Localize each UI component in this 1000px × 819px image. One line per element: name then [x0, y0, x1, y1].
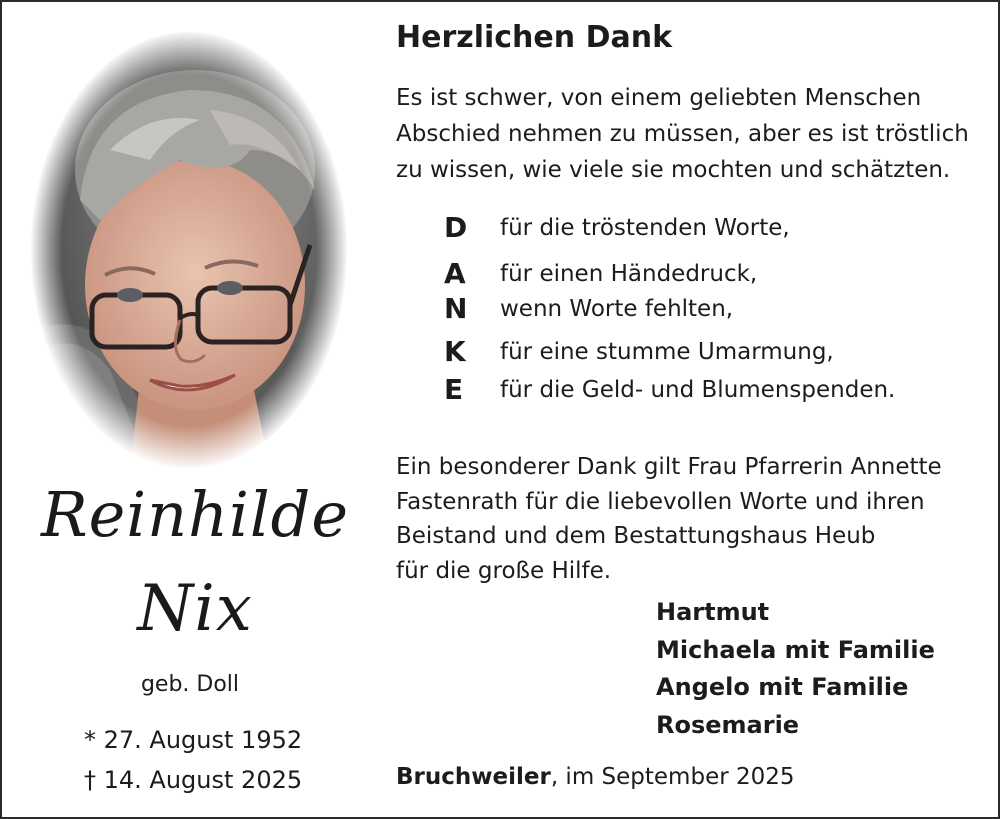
signer: Hartmut: [656, 598, 770, 626]
acrostic-letter: K: [444, 335, 466, 368]
intro-line: zu wissen, wie viele sie mochten und schätzten.: [396, 157, 951, 183]
death-date: † 14. August 2025: [84, 766, 303, 794]
acrostic-letter: E: [444, 373, 464, 406]
signer: Rosemarie: [656, 710, 800, 739]
deceased-last-name: Nix: [137, 572, 253, 646]
signers-list: [656, 594, 935, 744]
thanks-line: Ein besonderer Dank gilt Frau Pfarrerin Annette: [396, 454, 942, 480]
place-name: Bruchweiler: [396, 764, 551, 790]
notice-title: Herzlichen Dank: [396, 20, 673, 55]
acrostic-row: [444, 370, 964, 410]
portrait-photo: [30, 30, 348, 470]
thanks-line: Fastenrath für die liebevollen Worte und ihren: [396, 488, 925, 515]
signer: Michaela mit Familie: [656, 635, 935, 664]
signer: Angelo mit Familie: [656, 673, 909, 701]
intro-text: [396, 80, 986, 188]
place-date: , im September 2025: [550, 764, 795, 790]
place-date-line: [396, 764, 795, 790]
acrostic-row: [444, 332, 964, 372]
thanks-line: Beistand und dem Bestattungshaus Heub: [396, 523, 876, 549]
intro-line: Abschied nehmen zu müssen, aber es ist tröstlich: [396, 121, 969, 147]
acrostic-row: [444, 254, 964, 294]
acrostic-text: für eine stumme Umarmung,: [500, 339, 834, 365]
special-thanks-text: [396, 450, 986, 588]
birth-date: * 27. August 1952: [84, 726, 303, 754]
acrostic-row: [444, 289, 964, 329]
acrostic-text: für die Geld- und Blumenspenden.: [500, 377, 896, 403]
acrostic-text: für die tröstenden Worte,: [500, 215, 790, 241]
acrostic-text: für einen Händedruck,: [500, 261, 758, 287]
acrostic-text: wenn Worte fehlten,: [500, 296, 734, 322]
acrostic-letter: N: [444, 292, 468, 325]
acrostic-letter: D: [444, 211, 468, 244]
intro-line: Es ist schwer, von einem geliebten Menschen: [396, 85, 922, 111]
portrait-photo-icon: [30, 30, 348, 470]
acrostic-row: [444, 208, 964, 248]
thanks-line: für die große Hilfe.: [396, 557, 612, 584]
maiden-name: geb. Doll: [140, 672, 240, 697]
acrostic-letter: A: [444, 257, 466, 290]
deceased-first-name: Reinhilde: [40, 478, 350, 551]
